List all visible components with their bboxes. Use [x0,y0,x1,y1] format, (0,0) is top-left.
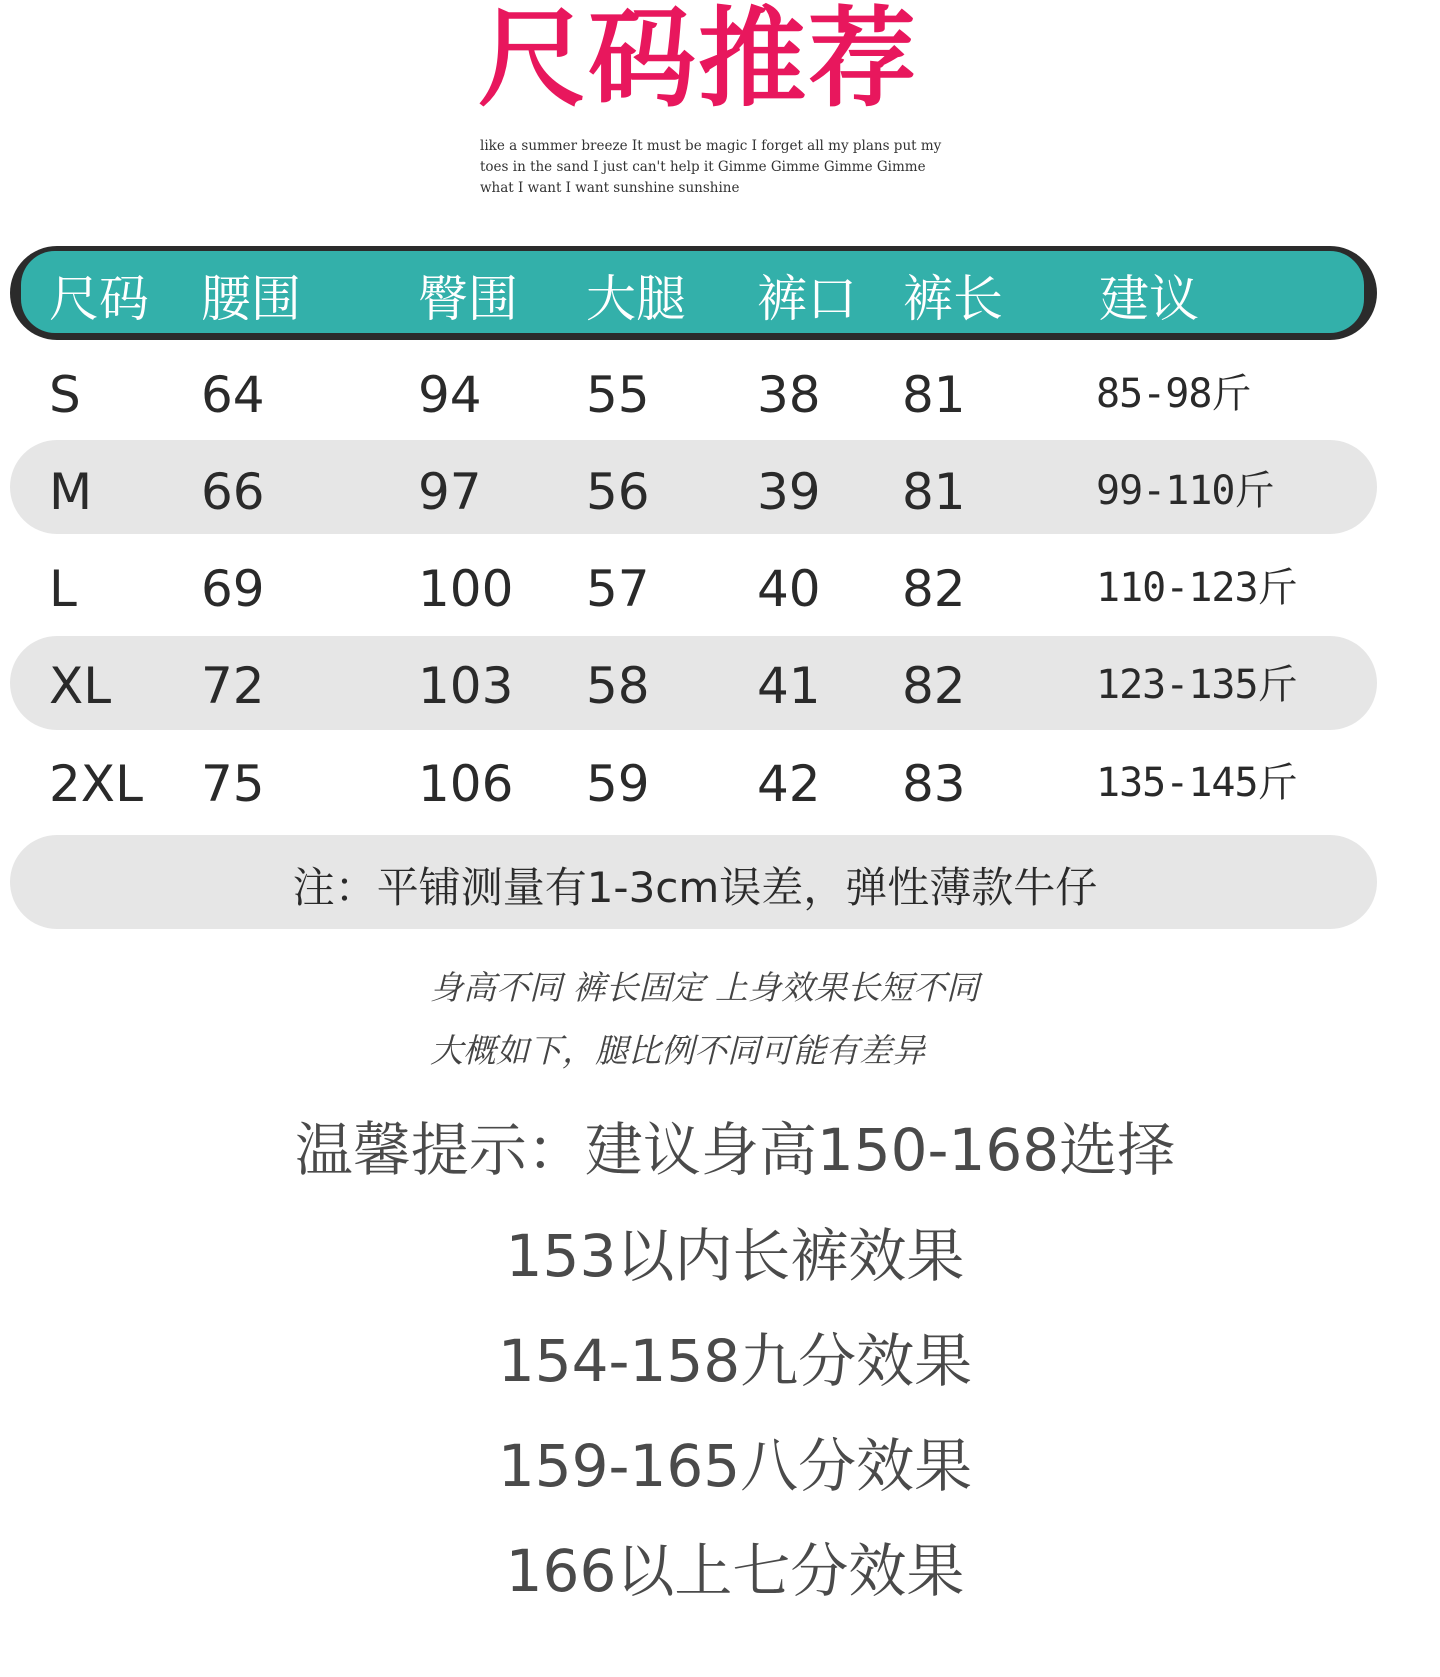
cell-thigh: 58 [586,657,650,715]
cell-hip: 106 [418,755,514,813]
header-thigh: 大腿 [586,270,686,328]
cell-length: 83 [902,755,966,813]
cell-waist: 75 [201,755,265,813]
cell-hem: 38 [757,366,821,424]
cell-suggest: 99-110斤 [1096,468,1274,514]
tip-long: 153以内长裤效果 [505,1222,965,1290]
italic-note-1: 身高不同 裤长固定 上身效果长短不同 [430,968,979,1007]
cell-suggest: 85-98斤 [1096,371,1251,417]
tip-eighth: 159-165八分效果 [497,1432,973,1500]
cell-hip: 100 [418,560,514,618]
tip-seventh: 166以上七分效果 [505,1537,965,1605]
cell-suggest: 110-123斤 [1096,565,1297,611]
size-table-header-fill [21,251,1364,333]
cell-suggest: 123-135斤 [1096,662,1297,708]
cell-length: 82 [902,560,966,618]
tip-height-range: 温馨提示：建议身高150-168选择 [294,1116,1176,1184]
cell-thigh: 57 [586,560,650,618]
cell-hem: 39 [757,463,821,521]
cell-waist: 72 [201,657,265,715]
cell-waist: 69 [201,560,265,618]
header-size: 尺码 [49,270,149,328]
tagline-line-3: what I want I want sunshine sunshine [480,180,740,196]
cell-hem: 40 [757,560,821,618]
size-table-header [10,246,1377,340]
page-title: 尺码推荐 [478,0,919,122]
cell-hem: 41 [757,657,821,715]
tagline-line-1: like a summer breeze It must be magic I forget all my plans put my [480,138,942,154]
cell-hip: 103 [418,657,514,715]
cell-thigh: 56 [586,463,650,521]
cell-size: M [49,463,93,521]
cell-hip: 94 [418,366,482,424]
italic-note-2: 大概如下，腿比例不同可能有差异 [430,1031,925,1070]
title-area [0,0,1440,120]
cell-size: L [49,560,77,618]
cell-suggest: 135-145斤 [1096,760,1297,806]
tagline [480,136,960,199]
tagline-line-2: toes in the sand I just can't help it Gimme Gimme Gimme Gimme [480,159,926,175]
cell-length: 82 [902,657,966,715]
cell-size: S [49,366,81,424]
cell-thigh: 55 [586,366,650,424]
cell-waist: 64 [201,366,265,424]
cell-length: 81 [902,366,966,424]
measurement-note: 注：平铺测量有1-3cm误差，弹性薄款牛仔 [292,863,1098,912]
cell-hem: 42 [757,755,821,813]
cell-waist: 66 [201,463,265,521]
cell-hip: 97 [418,463,482,521]
cell-size: 2XL [49,755,143,813]
cell-length: 81 [902,463,966,521]
cell-thigh: 59 [586,755,650,813]
tip-ninth: 154-158九分效果 [497,1327,973,1395]
header-hem: 裤口 [757,270,857,328]
cell-size: XL [49,657,112,715]
header-hip: 臀围 [418,270,518,328]
header-suggest: 建议 [1099,270,1199,328]
header-length: 裤长 [903,270,1003,328]
header-waist: 腰围 [201,270,301,328]
